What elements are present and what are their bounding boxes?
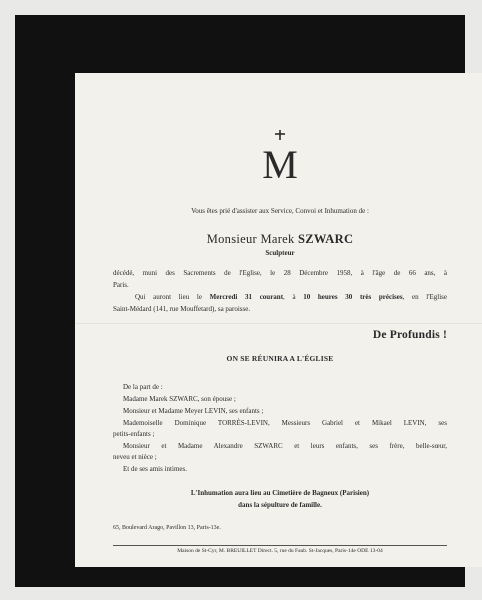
family-address: 65, Boulevard Arago, Pavillon 13, Paris-13e. xyxy=(113,525,221,531)
family-friends: Et de ses amis intimes. xyxy=(123,465,187,473)
de-profundis: De Profundis ! xyxy=(372,329,447,341)
burial-line-2: dans la sépulture de famille. xyxy=(238,501,322,509)
family-siblings-line-1: Monsieur et Madame Alexandre SZWARC et leurs enfants, ses frère, belle-sœur, xyxy=(123,442,447,450)
burial-line-1: L'Inhumation aura lieu au Cimetière de Bagneux (Parisien) xyxy=(190,489,370,497)
ceremony-line-1 xyxy=(135,293,447,302)
deceased-name xyxy=(75,232,482,247)
ceremony-suffix: , en l'Eglise xyxy=(402,293,448,301)
invitation-line: Vous êtes prié d'assister aux Service, Convoi et Inhumation de : xyxy=(191,207,369,215)
ceremony-prefix: Qui auront lieu le xyxy=(135,293,202,301)
ceremony-line-2: Saint-Médard (141, rue Mouffetard), sa paroisse. xyxy=(113,305,251,313)
death-line-2: Paris. xyxy=(113,281,129,289)
occupation: Sculpteur xyxy=(265,249,295,257)
ceremony-mid: , à xyxy=(283,293,296,301)
family-grandchildren-line-2: petits-enfants ; xyxy=(113,430,155,438)
family-children: Monsieur et Madame Meyer LEVIN, ses enfants ; xyxy=(123,407,264,415)
printer-imprint: Maison de St-Cyr, M. BREUILLET Direct. 5, rue du Faub. St-Jacques, Paris-14e ODE 13-04 xyxy=(177,548,383,554)
gathering-notice: ON SE RÉUNIRA A L'ÉGLISE xyxy=(226,354,334,363)
card-paper xyxy=(75,73,482,567)
ceremony-date: Mercredi 31 courant xyxy=(209,293,284,301)
mourning-card xyxy=(15,15,465,587)
name-surname: SZWARC xyxy=(298,232,354,246)
footer-divider xyxy=(113,545,447,546)
paper-fold-line xyxy=(75,323,482,324)
family-spouse: Madame Marek SZWARC, son épouse ; xyxy=(123,395,236,403)
monogram-cross-logo xyxy=(75,130,482,180)
name-title: Monsieur xyxy=(206,232,257,246)
ceremony-time: 10 heures 30 très précises xyxy=(303,293,403,301)
cross-monogram-icon xyxy=(258,130,302,182)
name-first: Marek xyxy=(260,232,295,246)
family-siblings-line-2: neveu et nièce ; xyxy=(113,453,157,461)
monogram-letter: M xyxy=(262,142,298,182)
family-intro: De la part de : xyxy=(123,383,163,391)
death-line-1: décédé, muni des Sacrements de l'Eglise, le 28 Décembre 1958, à l'âge de 66 ans, à xyxy=(113,269,447,277)
family-grandchildren-line-1: Mademoiselle Dominique TORRÈS-LEVIN, Messieurs Gabriel et Mikael LEVIN, ses xyxy=(123,419,447,427)
